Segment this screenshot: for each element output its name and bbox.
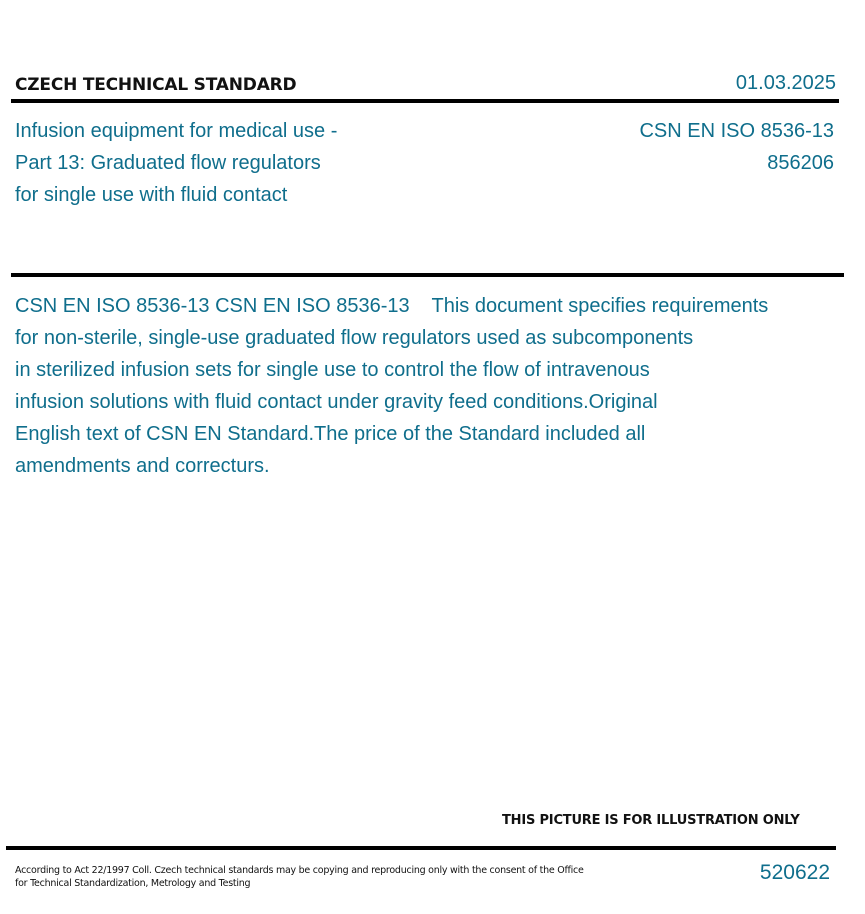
document-heading: CZECH TECHNICAL STANDARD — [15, 75, 297, 95]
header-divider — [11, 99, 839, 103]
description-line: CSN EN ISO 8536-13 CSN EN ISO 8536-13 This document specifies requirements — [15, 295, 769, 317]
legal-line: According to Act 22/1997 Coll. Czech technical standards may be copying and reproducing only with the consent of the Office — [15, 865, 584, 876]
standard-codes — [639, 115, 834, 179]
title-line: Infusion equipment for medical use - — [15, 120, 338, 142]
legal-line: for Technical Standardization, Metrology and Testing — [15, 878, 251, 889]
description-line: for non-sterile, single-use graduated flow regulators used as subcomponents — [15, 327, 694, 349]
description-line: amendments and correcturs. — [15, 455, 270, 477]
title-line: Part 13: Graduated flow regulators — [15, 152, 321, 174]
document-id: 520622 — [759, 861, 830, 884]
standard-description — [15, 290, 845, 482]
illustration-note: THIS PICTURE IS FOR ILLUSTRATION ONLY — [502, 813, 800, 828]
legal-notice — [15, 864, 584, 890]
description-line: infusion solutions with fluid contact under gravity feed conditions.Original — [15, 391, 658, 413]
standard-number: CSN EN ISO 8536-13 — [639, 120, 834, 142]
footer-divider — [6, 846, 836, 850]
standard-title — [15, 115, 337, 211]
title-line: for single use with fluid contact — [15, 184, 288, 206]
description-line: in sterilized infusion sets for single use to control the flow of intravenous — [15, 359, 650, 381]
description-line: English text of CSN EN Standard.The price of the Standard included all — [15, 423, 646, 445]
publication-date: 01.03.2025 — [735, 72, 836, 94]
class-number: 856206 — [767, 152, 834, 174]
title-divider — [11, 273, 844, 277]
